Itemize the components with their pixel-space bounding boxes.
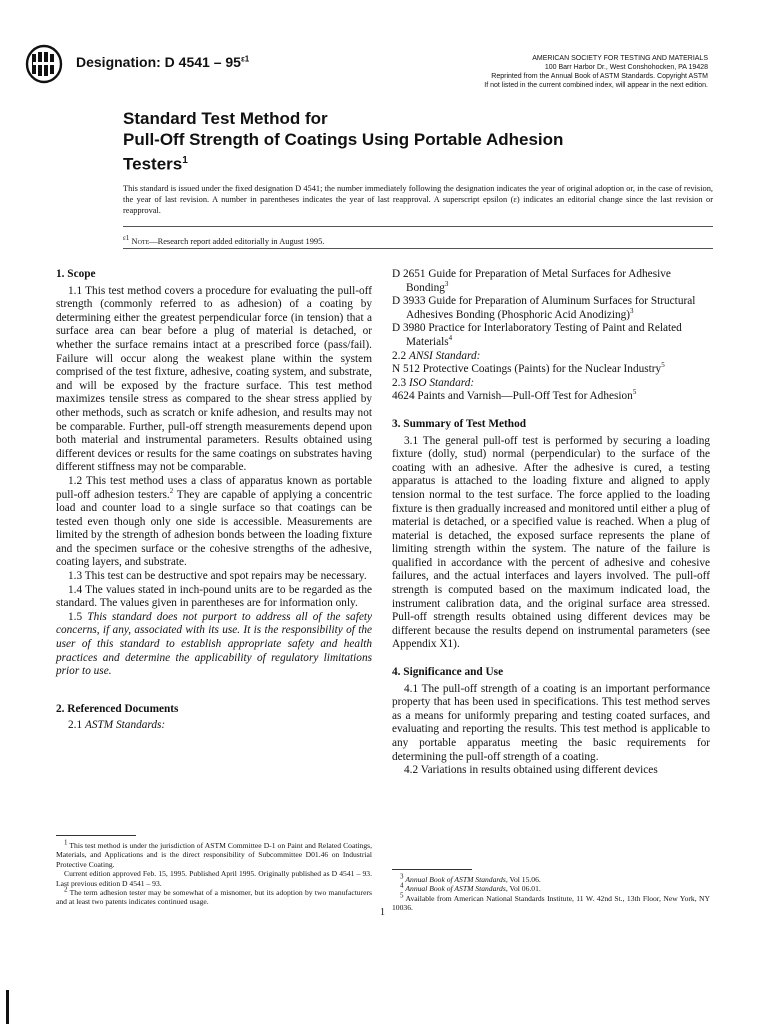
reference-item xyxy=(392,268,710,295)
publisher-line: If not listed in the current combined index, will appear in the next edition. xyxy=(484,82,708,89)
safety-statement: This standard does not purport to address all of the safety concerns, if any, associated with its use. It is the responsibility of the user of this standard to establish appropriate safety and health practices and determine the applicability of regulatory limitations prior to use. xyxy=(56,610,373,678)
footnote-source: Annual Book of ASTM Standards xyxy=(405,875,506,884)
title-footnote-ref: 1 xyxy=(182,155,188,166)
reference-item xyxy=(392,390,710,404)
designation xyxy=(76,54,249,70)
footnote-ref: 2 xyxy=(169,486,174,495)
footnote-ref: 3 xyxy=(630,307,634,316)
title-line: Testers xyxy=(123,154,183,174)
footnote-text: , Vol 06.01. xyxy=(505,884,541,894)
paragraph-1-5 xyxy=(56,611,372,679)
footnote-number: 3 xyxy=(400,872,404,881)
publisher-line: Reprinted from the Annual Book of ASTM Standards. Copyright ASTM xyxy=(491,73,708,80)
title-line: Standard Test Method for xyxy=(123,109,328,128)
paragraph-1-1: 1.1 This test method covers a procedure for evaluating the pull-off strength (commonly referred to as adhesion) of a coating by determining either the greatest perpendicular force (in tension) that a surface area can bear before a plug of material is detached, or whether the surface remains intact at a prescribed force (pass/fail). Failure will occur along the weakest plane within the system comprised of the test fixture, adhesive, coating system, and substrate, and will be exposed by the fracture surface. This test method maximizes tensile stress as compared to the shear stress applied by other methods, such as scratch or knife adhesion, and results may not be comparable. Further, pull-off strength measurements depend upon both material and instrumental parameters. Results obtained using different devices or results for the same coatings on substrates having different stiffness may not be comparable. xyxy=(56,284,372,474)
divider xyxy=(123,226,713,227)
reference-text: D 3980 Practice for Interlaboratory Testing of Paint and Related Materials xyxy=(392,322,682,348)
right-column xyxy=(392,268,710,778)
paragraph-2-1 xyxy=(56,719,372,733)
footnote-3 xyxy=(392,872,710,884)
footnote-number: 1 xyxy=(64,838,68,847)
left-column xyxy=(56,268,372,733)
editorial-note xyxy=(123,233,713,247)
document-title xyxy=(123,108,683,175)
footnote-ref: 3 xyxy=(444,279,449,288)
paragraph-1-3: 1.3 This test can be destructive and spot repairs may be necessary. xyxy=(68,570,367,583)
page-number: 1 xyxy=(380,907,385,918)
subheading: ANSI Standard: xyxy=(408,349,481,362)
publisher-line: 100 Barr Harbor Dr., West Conshohocken, PA 19428 xyxy=(544,64,708,71)
footnote-1-continued: Current edition approved Feb. 15, 1995. Published April 1995. Originally published as D 4541 – 93. Last previous edition D 4541 – 93. xyxy=(56,869,372,888)
paragraph-1-4: 1.4 The values stated in inch-pound units are to be regarded as the standard. The values given in parentheses are for information only. xyxy=(56,583,372,610)
footnote-text: The term adhesion tester may be somewhat of a misnomer, but its adoption by two manufacturers and at least two patents indicates continued usage. xyxy=(56,888,372,907)
subheading: ISO Standard: xyxy=(408,376,475,389)
footnote-number: 2 xyxy=(64,885,68,894)
footnote-number: 4 xyxy=(400,881,404,890)
section-heading-summary: 3. Summary of Test Method xyxy=(392,417,526,430)
paragraph-4-1: 4.1 The pull-off strength of a coating is an important performance property that has been used in specifications. This test method serves as a means for uniformly preparing and testing coated surfaces, and evaluating and reporting the results. This test method is applicable to any portable apparatus meeting the basic requirements for determining the pull-off strength of a coating. xyxy=(392,682,710,763)
publisher-info xyxy=(484,54,708,90)
footnote-ref: 5 xyxy=(661,361,665,370)
paragraph-4-2: 4.2 Variations in results obtained using different devices xyxy=(404,764,658,777)
subheading: ASTM Standards: xyxy=(84,719,166,732)
footnote-4 xyxy=(392,881,710,894)
paragraph-3-1: 3.1 The general pull-off test is performed by securing a loading fixture (dolly, stud) normal (perpendicular) to the surface of the coating with an adhesive. After the adhesive is cured, a testing apparatus is attached to the loading fixture and aligned to apply tension normal to the test surface. The force applied to the loading fixture is then gradually increased and monitored until either a plug of material is detached, or a specified value is reached. When a plug of material is detached, the exposed surface represents the plane of limiting strength within the system. The nature of the failure is qualified in accordance with the percent of adhesive and cohesive failures, and the actual interfaces and layers involved. The pull-off strength is computed based on the maximum indicated load, the instrument calibration data, and the original surface area stressed. Pull-off strength results obtained using different devices may be different because the results depend on instrumental parameters (see Appendix X1). xyxy=(392,434,710,651)
footnote-2 xyxy=(56,885,372,907)
paragraph-number: 2.1 xyxy=(68,719,85,732)
footnote-ref: 5 xyxy=(632,388,637,397)
footnote-text: This test method is under the jurisdiction of ASTM Committee D-1 on Paint and Related Coatings, Materials, and Applications and is the direct responsibility of Subcommittee D01.46 on Industrial Protective Coating. xyxy=(56,841,373,869)
paragraph-number: 2.2 xyxy=(392,349,409,362)
footnote-number: 5 xyxy=(400,891,404,900)
paragraph-1-2 xyxy=(56,475,372,570)
designation-epsilon: ε1 xyxy=(240,54,250,64)
note-epsilon: ε1 xyxy=(123,234,130,242)
footnote-divider xyxy=(392,869,472,870)
paragraph-text: They are capable of applying a concentric load and counter load to a single surface so that coatings can be tested even though only one side is accessible. Measurements are limited by the strength of adhesion bonds between the loading fixture and the specimen surface or the cohesive strengths of the adhesive, coating layers, and substrate. xyxy=(56,488,372,569)
paragraph-text: 1.2 This test method uses a class of apparatus known as portable pull-off adhesion testers. xyxy=(56,474,372,501)
publisher-line: AMERICAN SOCIETY FOR TESTING AND MATERIALS xyxy=(532,55,708,62)
footnote-text: Available from American National Standards Institute, 11 W. 42nd St., 13th Floor, New York, NY 10036. xyxy=(392,893,711,913)
title-line: Pull-Off Strength of Coatings Using Portable Adhesion xyxy=(123,130,564,149)
designation-label: Designation: D 4541 – 95 xyxy=(76,54,241,70)
reference-item xyxy=(392,295,710,322)
section-heading-significance: 4. Significance and Use xyxy=(392,666,504,679)
footnote-divider xyxy=(56,835,136,836)
footnotes-left xyxy=(56,838,373,907)
reference-item xyxy=(392,363,710,377)
reference-text: N 512 Protective Coatings (Paints) for the Nuclear Industry xyxy=(392,363,662,376)
issuance-statement: This standard is issued under the fixed designation D 4541; the number immediately following the designation indicates the year of original adoption or, in the case of revision, the year of last revision. A number in parentheses indicates the year of last reapproval. A superscript epsilon (ε) indicates an editorial change since the last revision or reapproval. xyxy=(123,184,713,215)
footnote-source: Annual Book of ASTM Standards xyxy=(405,884,506,894)
footnote-5 xyxy=(392,891,711,913)
footnote-text: , Vol 15.06. xyxy=(505,875,541,884)
scan-edge-mark xyxy=(6,990,9,1024)
section-heading-referenced-documents: 2. Referenced Documents xyxy=(56,702,179,715)
paragraph-2-3 xyxy=(392,377,710,391)
reference-text: D 3933 Guide for Preparation of Aluminum Surfaces for Structural Adhesives Bonding (Phosphoric Acid Anodizing) xyxy=(392,295,696,321)
reference-item xyxy=(392,322,710,349)
section-heading-scope: 1. Scope xyxy=(56,268,96,280)
footnote-1 xyxy=(56,838,373,869)
paragraph-number: 1.5 xyxy=(68,610,88,623)
reference-text: 4624 Paints and Varnish—Pull-Off Test for Adhesion xyxy=(392,390,633,403)
divider xyxy=(123,248,713,249)
note-label: Note xyxy=(131,236,150,246)
footnotes-right xyxy=(392,872,711,913)
footnote-ref: 4 xyxy=(448,334,453,343)
paragraph-number: 2.3 xyxy=(392,376,409,389)
note-text: —Research report added editorially in August 1995. xyxy=(149,236,325,246)
astm-logo-icon xyxy=(24,44,64,84)
reference-text: D 2651 Guide for Preparation of Metal Surfaces for Adhesive Bonding xyxy=(392,268,671,294)
